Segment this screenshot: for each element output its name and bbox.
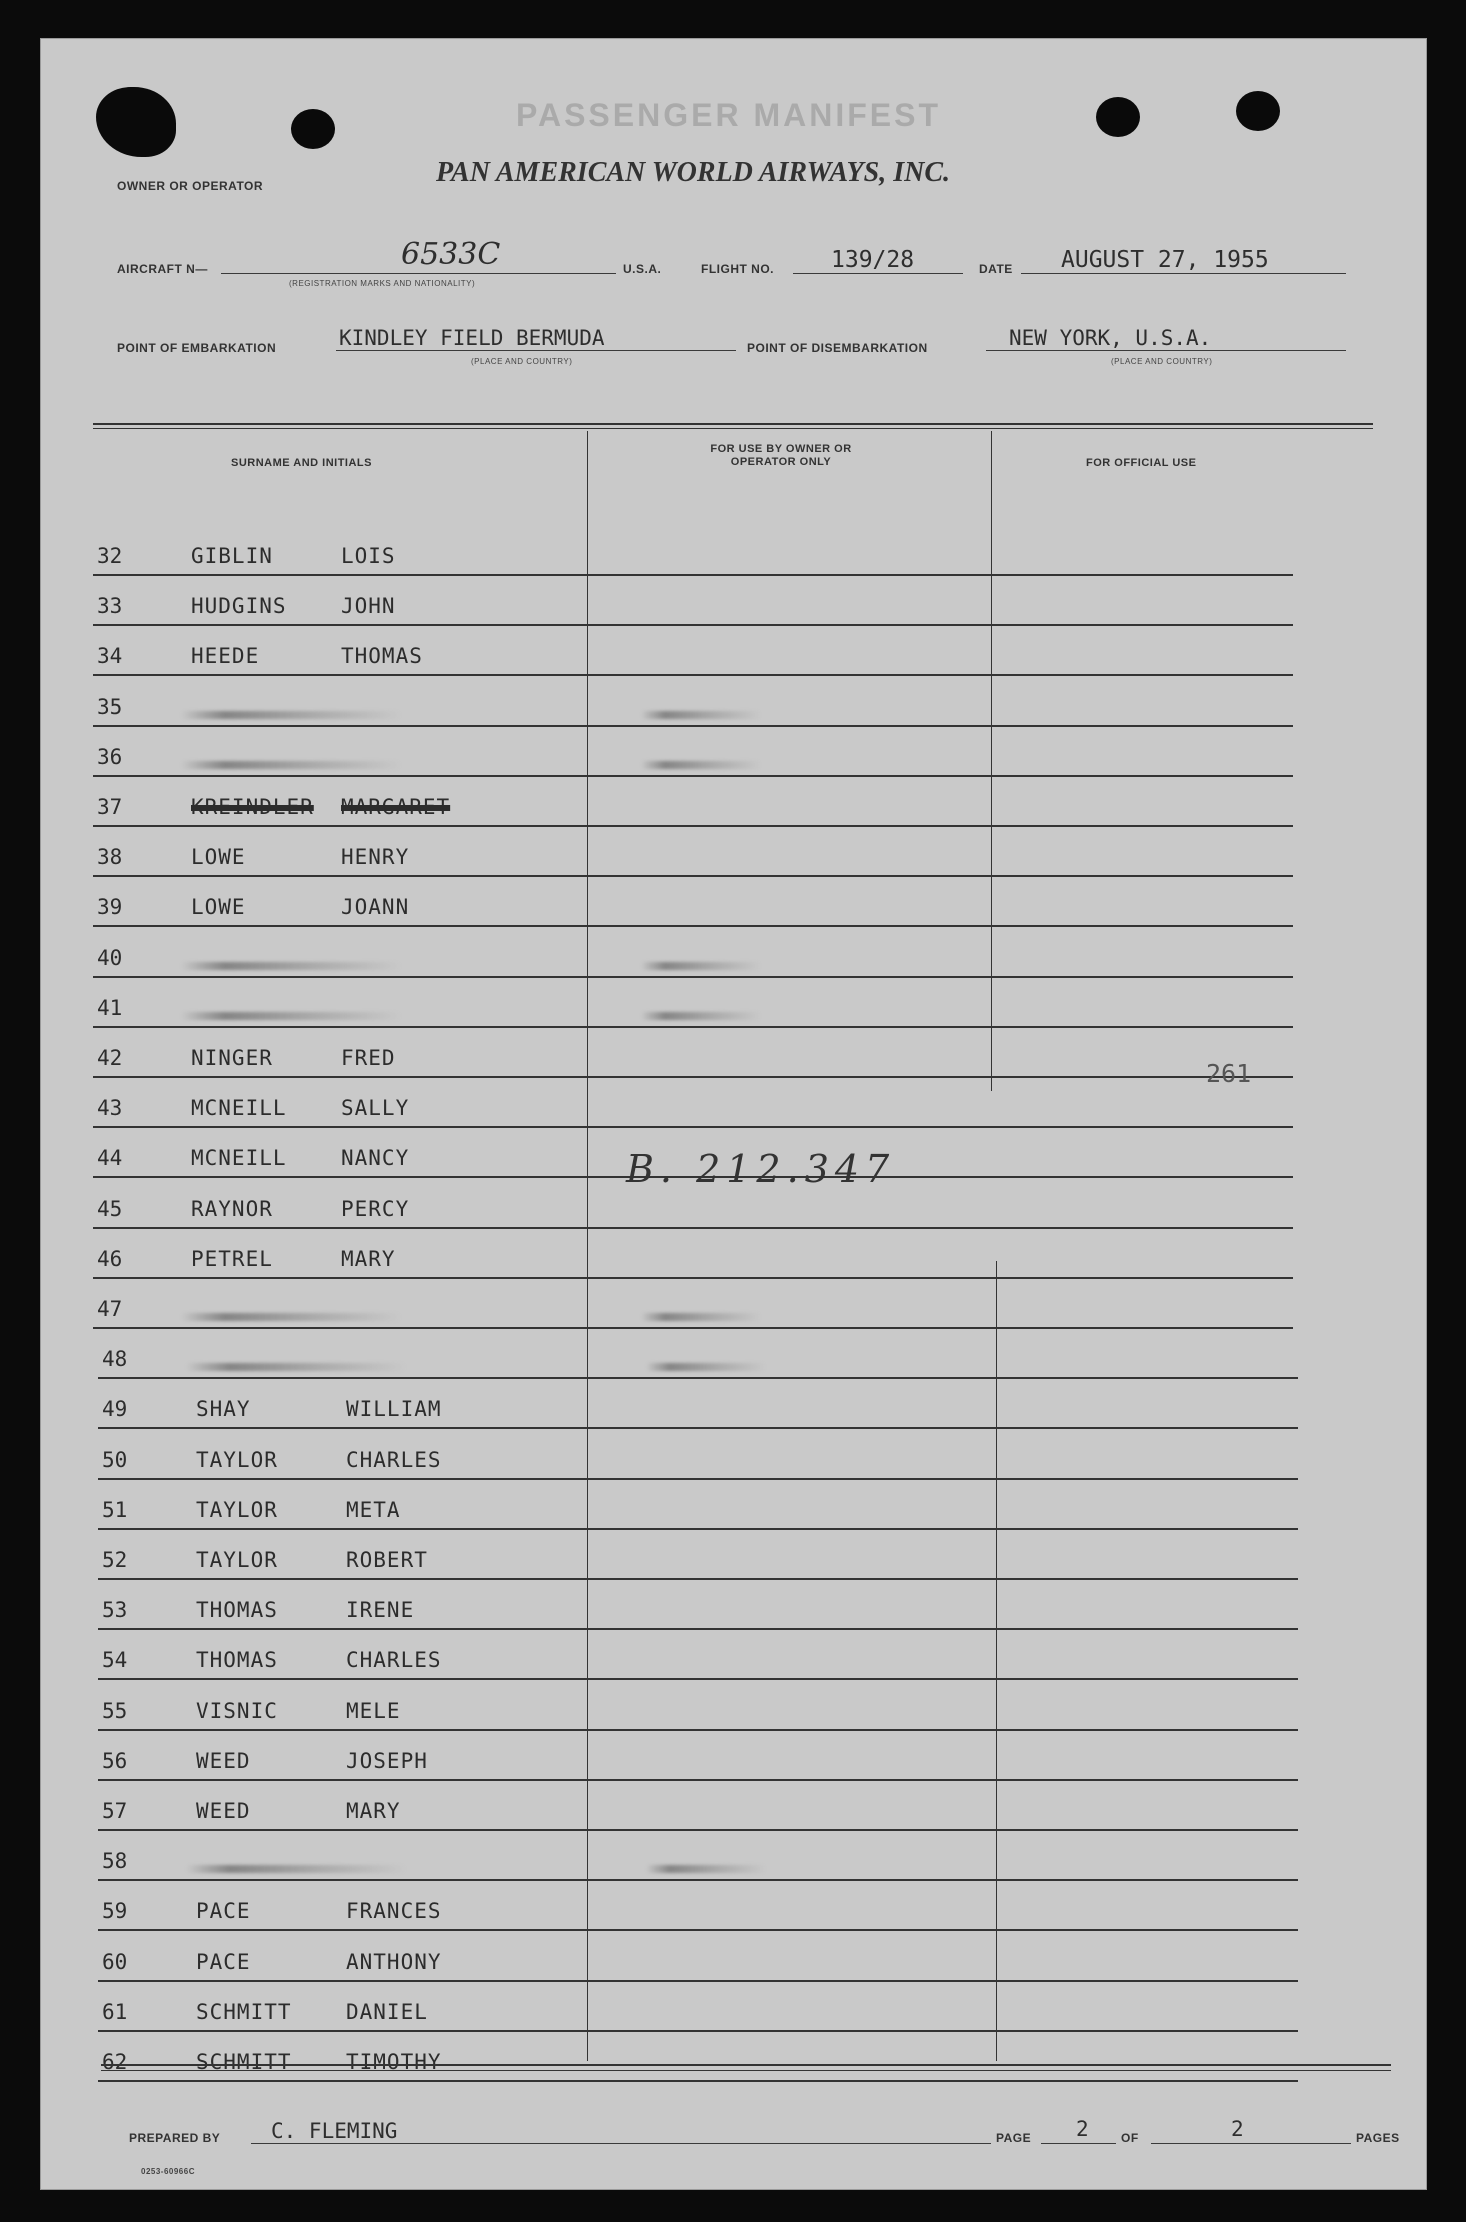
- row-number: 61: [102, 2000, 128, 2024]
- passenger-surname: LOWE: [191, 845, 246, 869]
- row-line: [98, 1779, 1298, 1781]
- form-title: PASSENGER MANIFEST: [516, 97, 941, 133]
- redaction-smear: [641, 761, 761, 769]
- handwritten-note: B. 212.347: [626, 1147, 896, 1191]
- passenger-surname: PETREL: [191, 1247, 273, 1271]
- row-line: [93, 1026, 1293, 1028]
- row-number: 48: [102, 1347, 128, 1371]
- table-bottom-rule: [101, 2064, 1391, 2066]
- column-divider: [996, 1261, 997, 2061]
- passenger-given-name: ROBERT: [346, 1548, 428, 1572]
- prepared-value: C. FLEMING: [271, 2119, 398, 2143]
- row-number: 49: [102, 1397, 128, 1421]
- row-number: 55: [102, 1699, 128, 1723]
- col-surname-header: SURNAME AND INITIALS: [231, 457, 372, 469]
- table-top-rule: [93, 423, 1373, 425]
- row-number: 50: [102, 1448, 128, 1472]
- flight-label: FLIGHT NO.: [701, 262, 774, 276]
- flight-value: 139/28: [831, 247, 915, 273]
- redaction-smear: [186, 1363, 406, 1371]
- redaction-smear: [181, 1313, 401, 1321]
- row-line: [98, 1578, 1298, 1580]
- date-line: [1021, 273, 1346, 274]
- passenger-surname: GIBLIN: [191, 544, 273, 568]
- embark-line: [336, 350, 736, 351]
- passenger-given-name: CHARLES: [346, 1448, 442, 1472]
- table-top-rule: [93, 428, 1373, 429]
- registration-note: (REGISTRATION MARKS AND NATIONALITY): [289, 279, 476, 288]
- row-number: 33: [97, 594, 123, 618]
- passenger-surname: NINGER: [191, 1046, 273, 1070]
- row-number: 37: [97, 795, 123, 819]
- passenger-surname: MCNEILL: [191, 1146, 287, 1170]
- passenger-given-name: SALLY: [341, 1096, 410, 1120]
- col-official-header: FOR OFFICIAL USE: [1086, 457, 1197, 469]
- prepared-label: PREPARED BY: [129, 2131, 221, 2145]
- row-line: [93, 925, 1293, 927]
- redaction-smear: [641, 962, 761, 970]
- passenger-surname: THOMAS: [196, 1598, 278, 1622]
- redaction-smear: [641, 1012, 761, 1020]
- disembark-note: (PLACE AND COUNTRY): [1111, 357, 1213, 366]
- owner-label: OWNER OR OPERATOR: [117, 179, 264, 193]
- row-line: [98, 1628, 1298, 1630]
- row-number: 56: [102, 1749, 128, 1773]
- punch-hole: [1236, 91, 1280, 131]
- embark-value: KINDLEY FIELD BERMUDA: [339, 326, 605, 350]
- row-line: [93, 1277, 1293, 1279]
- redaction-smear: [181, 711, 401, 719]
- of-line: [1151, 2143, 1351, 2144]
- aircraft-label: AIRCRAFT N—: [117, 262, 208, 276]
- row-number: 60: [102, 1950, 128, 1974]
- passenger-surname: TAYLOR: [196, 1498, 278, 1522]
- passenger-surname: RAYNOR: [191, 1197, 273, 1221]
- row-number: 40: [97, 946, 123, 970]
- punch-hole: [291, 109, 335, 149]
- aircraft-value: 6533C: [401, 237, 501, 272]
- redaction-smear: [181, 761, 401, 769]
- redaction-smear: [181, 1012, 401, 1020]
- passenger-given-name: LOIS: [341, 544, 396, 568]
- row-number: 32: [97, 544, 123, 568]
- redaction-smear: [641, 1313, 761, 1321]
- disembark-line: [986, 350, 1346, 351]
- row-number: 59: [102, 1899, 128, 1923]
- passenger-surname: TAYLOR: [196, 1448, 278, 1472]
- passenger-given-name: META: [346, 1498, 401, 1522]
- passenger-surname: HUDGINS: [191, 594, 287, 618]
- page-value: 2: [1076, 2117, 1089, 2141]
- row-line: [98, 1929, 1298, 1931]
- embark-note: (PLACE AND COUNTRY): [471, 357, 573, 366]
- passenger-given-name: NANCY: [341, 1146, 410, 1170]
- passenger-surname: SCHMITT: [196, 2050, 292, 2074]
- passenger-given-name: MELE: [346, 1699, 401, 1723]
- row-line: [93, 674, 1293, 676]
- row-line: [98, 2080, 1298, 2082]
- passenger-surname: WEED: [196, 1799, 251, 1823]
- row-line: [98, 1829, 1298, 1831]
- row-line: [98, 1980, 1298, 1982]
- passenger-surname: SCHMITT: [196, 2000, 292, 2024]
- row-number: 38: [97, 845, 123, 869]
- passenger-given-name: HENRY: [341, 845, 410, 869]
- usa-label: U.S.A.: [623, 262, 662, 276]
- row-line: [93, 1076, 1293, 1078]
- row-line: [93, 825, 1293, 827]
- disembark-value: NEW YORK, U.S.A.: [1009, 326, 1212, 350]
- disembark-label: POINT OF DISEMBARKATION: [747, 341, 928, 355]
- row-number: 54: [102, 1648, 128, 1672]
- row-number: 52: [102, 1548, 128, 1572]
- row-line: [93, 574, 1293, 576]
- punch-hole: [1096, 97, 1140, 137]
- passenger-given-name: THOMAS: [341, 644, 423, 668]
- row-line: [98, 2030, 1298, 2032]
- row-line: [93, 976, 1293, 978]
- pages-label: PAGES: [1356, 2131, 1400, 2145]
- row-number: 42: [97, 1046, 123, 1070]
- official-use-note: 261: [1206, 1059, 1252, 1088]
- row-number: 36: [97, 745, 123, 769]
- passenger-given-name: PERCY: [341, 1197, 410, 1221]
- row-line: [93, 775, 1293, 777]
- airline-name: PAN AMERICAN WORLD AIRWAYS, INC.: [436, 157, 951, 188]
- passenger-surname: WEED: [196, 1749, 251, 1773]
- row-line: [98, 1427, 1298, 1429]
- passenger-surname: VISNIC: [196, 1699, 278, 1723]
- passenger-given-name: JOANN: [341, 895, 410, 919]
- row-number: 44: [97, 1146, 123, 1170]
- of-value: 2: [1231, 2117, 1244, 2141]
- passenger-given-name: JOSEPH: [346, 1749, 428, 1773]
- passenger-surname: LOWE: [191, 895, 246, 919]
- passenger-given-name: TIMOTHY: [346, 2050, 442, 2074]
- prepared-line: [251, 2143, 991, 2144]
- row-line: [98, 1879, 1298, 1881]
- passenger-given-name: ANTHONY: [346, 1950, 442, 1974]
- flight-line: [793, 273, 963, 274]
- row-number: 57: [102, 1799, 128, 1823]
- page-line: [1041, 2143, 1116, 2144]
- passenger-given-name: CHARLES: [346, 1648, 442, 1672]
- passenger-given-name: FRED: [341, 1046, 396, 1070]
- redaction-smear: [186, 1865, 406, 1873]
- passenger-surname: PACE: [196, 1950, 251, 1974]
- aircraft-line: [221, 273, 616, 274]
- table-bottom-rule: [101, 2070, 1391, 2071]
- manifest-page: [40, 38, 1427, 2190]
- row-line: [93, 875, 1293, 877]
- row-line: [98, 1729, 1298, 1731]
- of-label: OF: [1121, 2131, 1139, 2145]
- passenger-given-name: DANIEL: [346, 2000, 428, 2024]
- col-owner-header: FOR USE BY OWNER OR OPERATOR ONLY: [710, 443, 852, 468]
- row-number: 53: [102, 1598, 128, 1622]
- row-number: 43: [97, 1096, 123, 1120]
- row-line: [93, 1126, 1293, 1128]
- row-number: 46: [97, 1247, 123, 1271]
- row-number: 39: [97, 895, 123, 919]
- redaction-smear: [646, 1865, 766, 1873]
- passenger-surname: PACE: [196, 1899, 251, 1923]
- passenger-given-name: FRANCES: [346, 1899, 442, 1923]
- passenger-given-name: MARY: [346, 1799, 401, 1823]
- row-line: [93, 1227, 1293, 1229]
- row-number: 51: [102, 1498, 128, 1522]
- column-divider: [991, 431, 992, 1091]
- passenger-given-name: WILLIAM: [346, 1397, 442, 1421]
- passenger-given-name: JOHN: [341, 594, 396, 618]
- passenger-surname: SHAY: [196, 1397, 251, 1421]
- row-line: [98, 1528, 1298, 1530]
- row-number: 35: [97, 695, 123, 719]
- date-value: AUGUST 27, 1955: [1061, 247, 1269, 273]
- redaction-smear: [641, 711, 761, 719]
- row-number: 58: [102, 1849, 128, 1873]
- row-number: 41: [97, 996, 123, 1020]
- passenger-surname: THOMAS: [196, 1648, 278, 1672]
- row-line: [93, 725, 1293, 727]
- passenger-given-name: MARGARET: [341, 795, 451, 819]
- row-line: [98, 1478, 1298, 1480]
- passenger-given-name: IRENE: [346, 1598, 415, 1622]
- row-number: 34: [97, 644, 123, 668]
- passenger-surname: TAYLOR: [196, 1548, 278, 1572]
- passenger-surname: MCNEILL: [191, 1096, 287, 1120]
- row-line: [98, 1678, 1298, 1680]
- redaction-smear: [181, 962, 401, 970]
- redaction-smear: [646, 1363, 766, 1371]
- page-label: PAGE: [996, 2131, 1032, 2145]
- ink-stain: [96, 87, 176, 157]
- passenger-given-name: MARY: [341, 1247, 396, 1271]
- embark-label: POINT OF EMBARKATION: [117, 341, 277, 355]
- form-number: 0253-60966C: [141, 2167, 195, 2176]
- row-line: [93, 624, 1293, 626]
- passenger-surname: KREINDLER: [191, 795, 314, 819]
- row-number: 62: [102, 2050, 128, 2074]
- row-line: [93, 1327, 1293, 1329]
- row-number: 47: [97, 1297, 123, 1321]
- date-label: DATE: [979, 262, 1013, 276]
- passenger-surname: HEEDE: [191, 644, 260, 668]
- row-number: 45: [97, 1197, 123, 1221]
- row-line: [98, 1377, 1298, 1379]
